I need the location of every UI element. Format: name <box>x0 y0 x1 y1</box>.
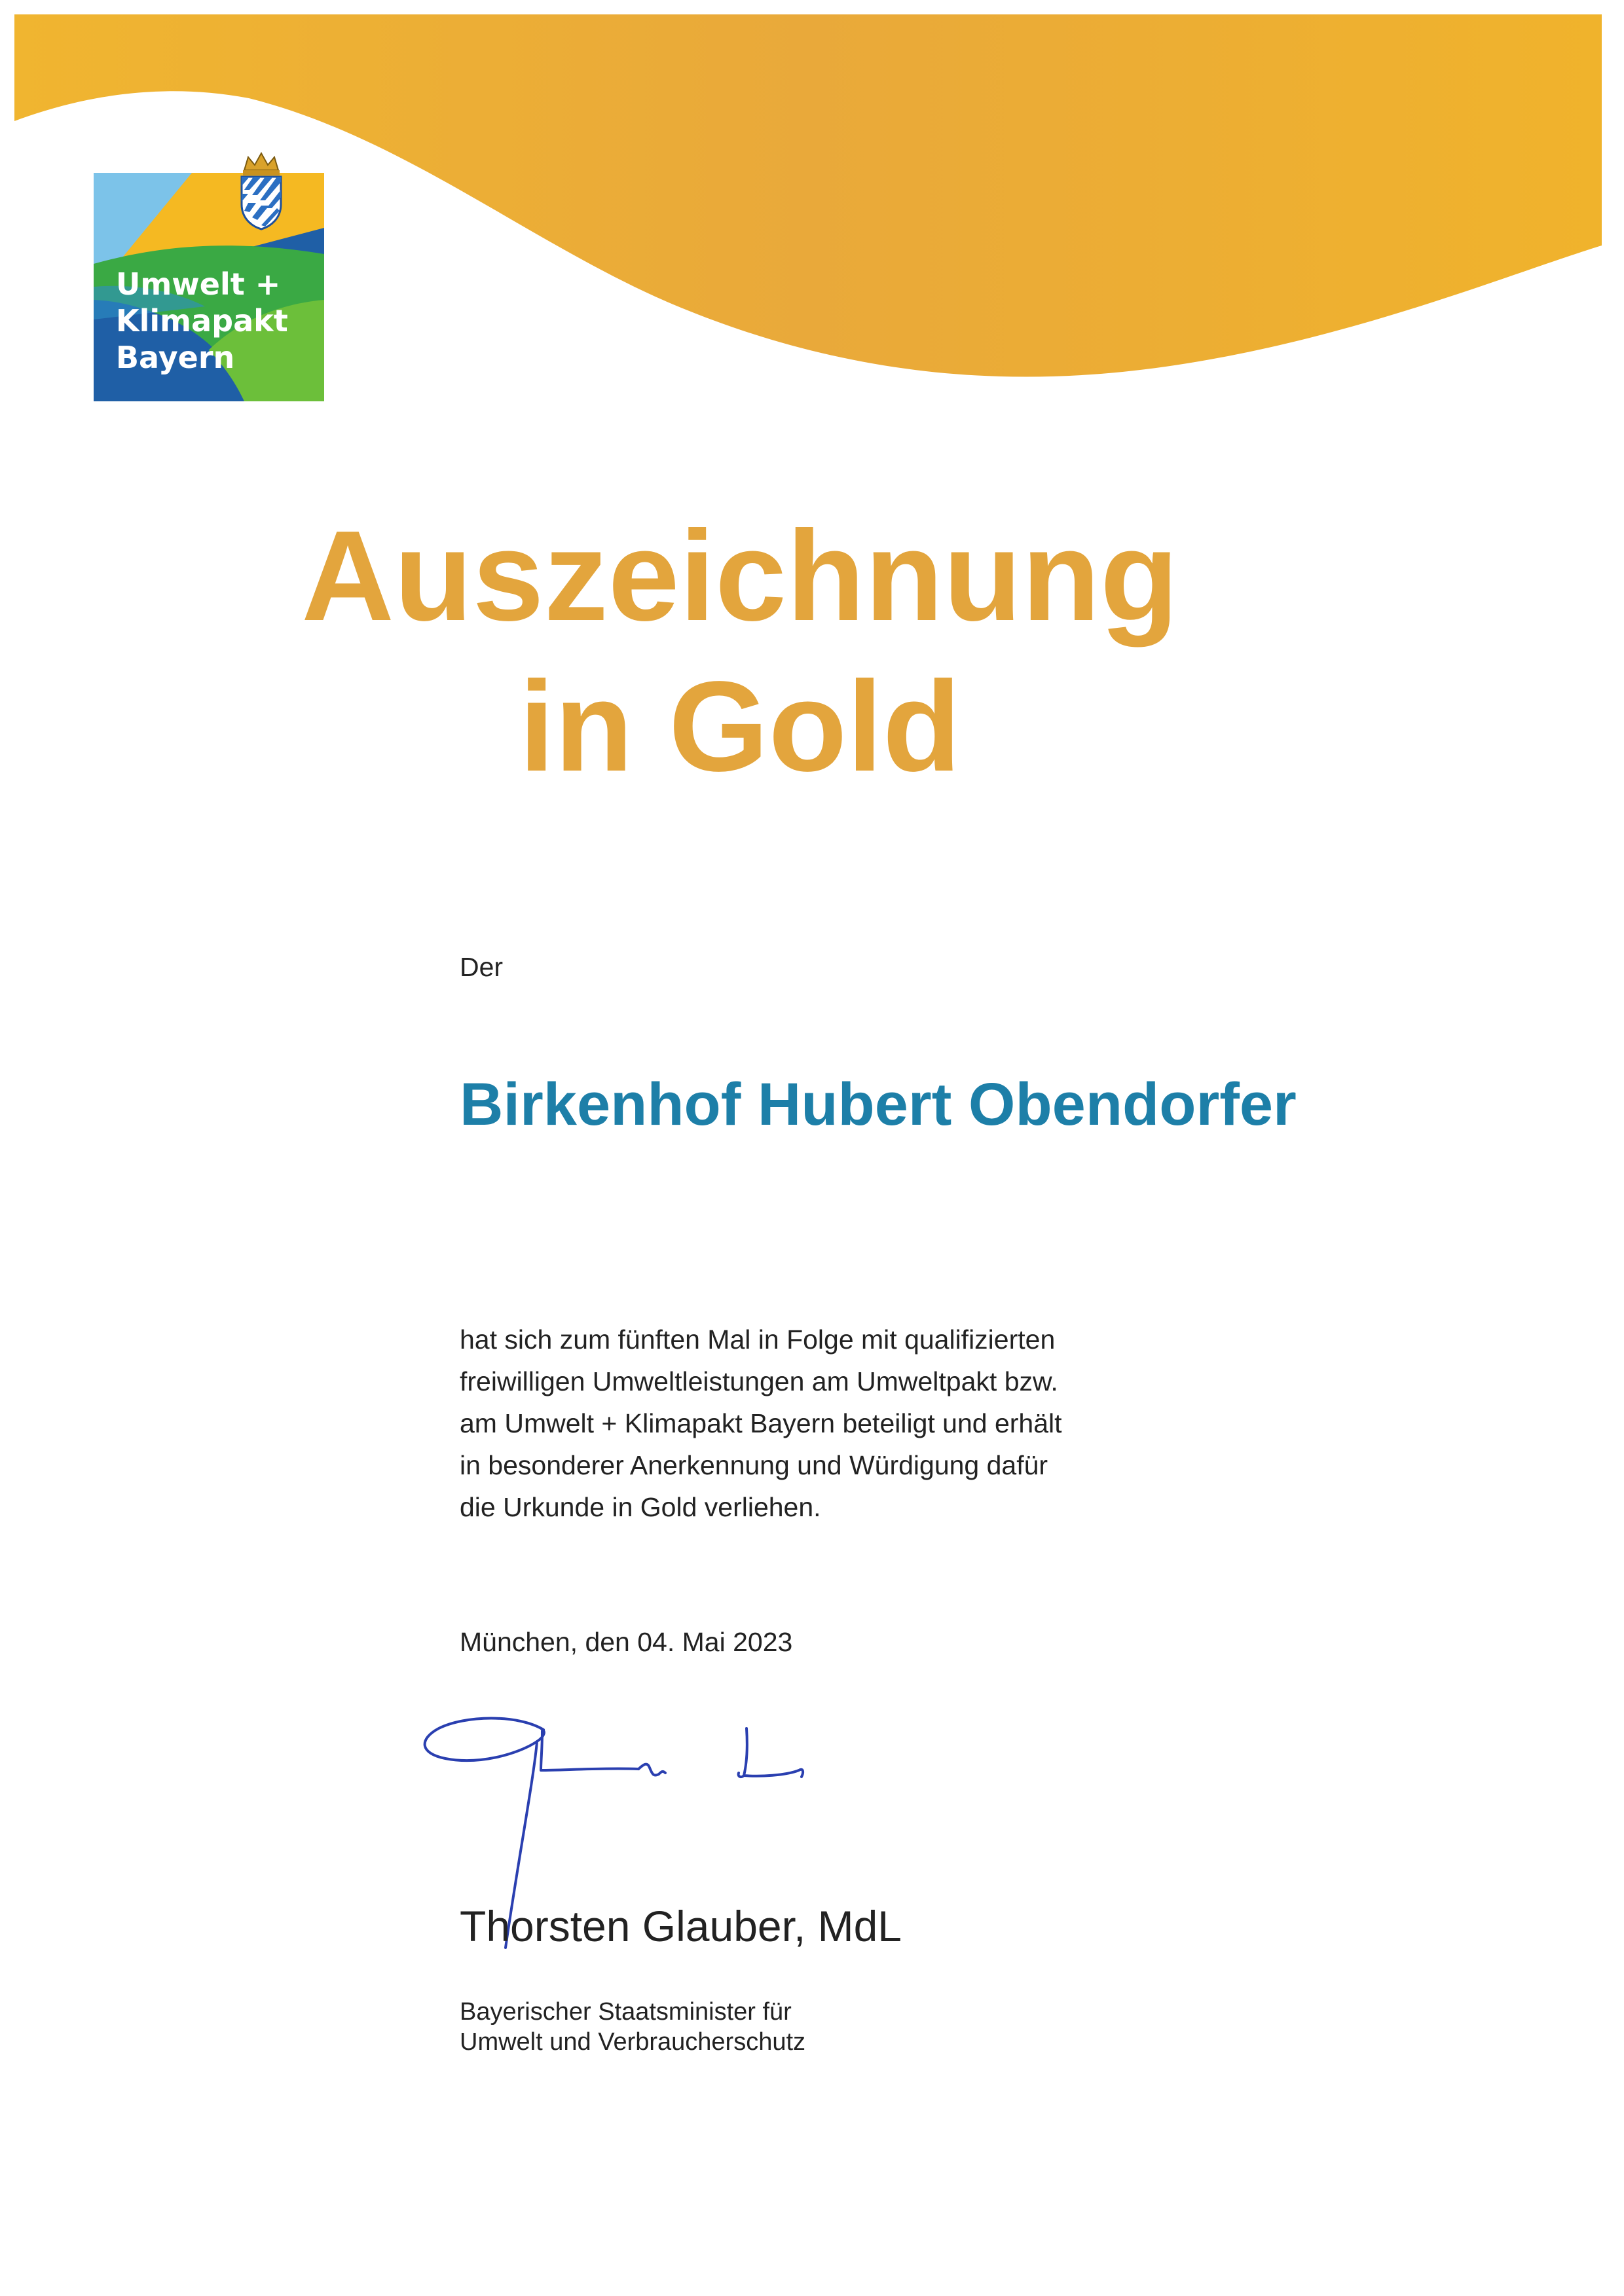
certificate-title-line-2: in Gold <box>519 655 961 798</box>
logo-line-1: Umwelt + <box>116 266 281 302</box>
description-line: hat sich zum fünften Mal in Folge mit qualifizierten <box>460 1324 1056 1355</box>
description-line: freiwilligen Umweltleistungen am Umweltpakt bzw. <box>460 1366 1058 1396</box>
logo-wordmark <box>116 266 288 376</box>
logo-line-2: Klimapakt <box>116 303 288 338</box>
umwelt-klimapakt-logo <box>94 149 327 401</box>
awardee-name: Birkenhof Hubert Obendorfer <box>460 1071 1297 1138</box>
signer-role-line-1: Bayerischer Staatsminister für <box>460 1998 792 2026</box>
signer-role-line-2: Umwelt und Verbraucherschutz <box>460 2028 806 2056</box>
signer-name: Thorsten Glauber, MdL <box>460 1902 902 1950</box>
description-line: die Urkunde in Gold verliehen. <box>460 1492 821 1522</box>
description-line: in besonderer Anerkennung und Würdigung dafür <box>460 1450 1048 1480</box>
certificate-title-line-1: Auszeichnung <box>301 504 1179 647</box>
signer-role <box>460 1997 805 2057</box>
intro-text: Der <box>460 952 504 982</box>
award-description <box>460 1319 1062 1528</box>
description-line: am Umwelt + Klimapakt Bayern beteiligt und erhält <box>460 1408 1062 1438</box>
logo-line-3: Bayern <box>116 340 235 375</box>
place-and-date: München, den 04. Mai 2023 <box>460 1627 793 1657</box>
